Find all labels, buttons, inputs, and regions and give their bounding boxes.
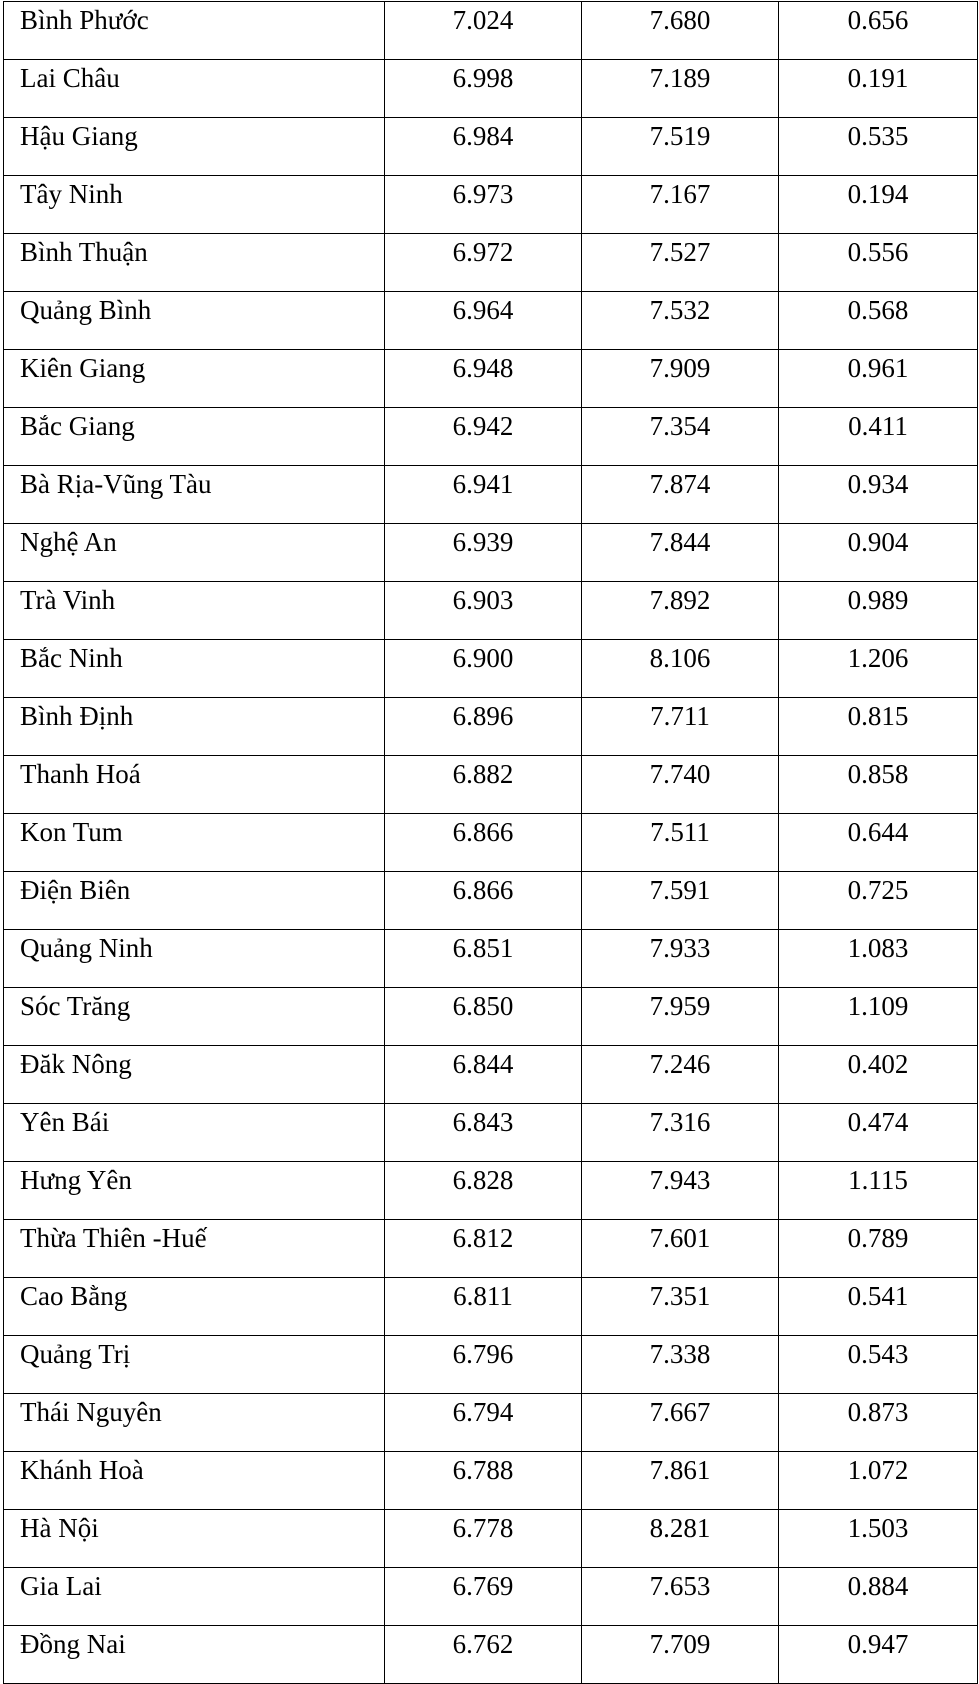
- value-1-cell: 6.903: [385, 582, 582, 640]
- value-3-cell: 1.503: [779, 1510, 978, 1568]
- value-1-cell: 6.973: [385, 176, 582, 234]
- value-2-cell: 7.354: [582, 408, 779, 466]
- value-1-cell: 6.762: [385, 1626, 582, 1684]
- province-name-cell: Đồng Nai: [4, 1626, 385, 1684]
- value-2-cell: 7.959: [582, 988, 779, 1046]
- province-name-cell: Thái Nguyên: [4, 1394, 385, 1452]
- table-row: [4, 640, 978, 698]
- province-name-cell: Bình Phước: [4, 2, 385, 60]
- value-2-cell: 7.519: [582, 118, 779, 176]
- value-2-cell: 7.601: [582, 1220, 779, 1278]
- value-2-cell: 7.532: [582, 292, 779, 350]
- value-1-cell: 6.998: [385, 60, 582, 118]
- value-1-cell: 6.778: [385, 1510, 582, 1568]
- province-data-table: [3, 1, 978, 1684]
- value-2-cell: 7.680: [582, 2, 779, 60]
- province-name-cell: Đăk Nông: [4, 1046, 385, 1104]
- value-3-cell: 0.543: [779, 1336, 978, 1394]
- value-1-cell: 6.941: [385, 466, 582, 524]
- province-name-cell: Bình Định: [4, 698, 385, 756]
- value-3-cell: 0.884: [779, 1568, 978, 1626]
- value-2-cell: 7.511: [582, 814, 779, 872]
- value-2-cell: 7.740: [582, 756, 779, 814]
- province-name-cell: Trà Vinh: [4, 582, 385, 640]
- table-row: [4, 1046, 978, 1104]
- value-2-cell: 7.909: [582, 350, 779, 408]
- value-3-cell: 0.815: [779, 698, 978, 756]
- value-1-cell: 6.811: [385, 1278, 582, 1336]
- table-row: [4, 988, 978, 1046]
- table-row: [4, 234, 978, 292]
- value-1-cell: 6.896: [385, 698, 582, 756]
- value-1-cell: 6.851: [385, 930, 582, 988]
- province-name-cell: Điện Biên: [4, 872, 385, 930]
- province-name-cell: Hà Nội: [4, 1510, 385, 1568]
- value-3-cell: 0.934: [779, 466, 978, 524]
- table-row: [4, 756, 978, 814]
- province-name-cell: Quảng Trị: [4, 1336, 385, 1394]
- value-1-cell: 6.812: [385, 1220, 582, 1278]
- value-1-cell: 6.796: [385, 1336, 582, 1394]
- value-1-cell: 6.984: [385, 118, 582, 176]
- province-name-cell: Quảng Ninh: [4, 930, 385, 988]
- value-3-cell: 0.194: [779, 176, 978, 234]
- value-3-cell: 0.474: [779, 1104, 978, 1162]
- table-row: [4, 1394, 978, 1452]
- value-2-cell: 7.892: [582, 582, 779, 640]
- table-row: [4, 814, 978, 872]
- value-3-cell: 0.725: [779, 872, 978, 930]
- value-1-cell: 6.843: [385, 1104, 582, 1162]
- value-1-cell: 6.844: [385, 1046, 582, 1104]
- value-2-cell: 7.527: [582, 234, 779, 292]
- table-row: [4, 118, 978, 176]
- value-1-cell: 6.882: [385, 756, 582, 814]
- table-row: [4, 1336, 978, 1394]
- value-1-cell: 6.948: [385, 350, 582, 408]
- value-1-cell: 6.828: [385, 1162, 582, 1220]
- value-3-cell: 0.644: [779, 814, 978, 872]
- value-3-cell: 0.568: [779, 292, 978, 350]
- value-2-cell: 8.281: [582, 1510, 779, 1568]
- value-1-cell: 6.972: [385, 234, 582, 292]
- table-row: [4, 1220, 978, 1278]
- table-row: [4, 408, 978, 466]
- value-3-cell: 0.873: [779, 1394, 978, 1452]
- value-3-cell: 0.904: [779, 524, 978, 582]
- table-row: [4, 60, 978, 118]
- value-3-cell: 0.989: [779, 582, 978, 640]
- table-row: [4, 292, 978, 350]
- table-row: [4, 698, 978, 756]
- table-row: [4, 1626, 978, 1684]
- value-3-cell: 1.083: [779, 930, 978, 988]
- province-name-cell: Kiên Giang: [4, 350, 385, 408]
- value-2-cell: 7.338: [582, 1336, 779, 1394]
- value-3-cell: 0.947: [779, 1626, 978, 1684]
- table-row: [4, 1104, 978, 1162]
- table-row: [4, 582, 978, 640]
- value-1-cell: 6.900: [385, 640, 582, 698]
- value-2-cell: 7.933: [582, 930, 779, 988]
- value-1-cell: 7.024: [385, 2, 582, 60]
- table-row: [4, 524, 978, 582]
- value-3-cell: 0.556: [779, 234, 978, 292]
- table-row: [4, 872, 978, 930]
- value-3-cell: 0.191: [779, 60, 978, 118]
- table-row: [4, 466, 978, 524]
- value-2-cell: 7.316: [582, 1104, 779, 1162]
- value-3-cell: 0.961: [779, 350, 978, 408]
- province-name-cell: Bình Thuận: [4, 234, 385, 292]
- value-3-cell: 1.109: [779, 988, 978, 1046]
- value-2-cell: 7.943: [582, 1162, 779, 1220]
- value-3-cell: 1.115: [779, 1162, 978, 1220]
- table-row: [4, 1568, 978, 1626]
- value-2-cell: 7.167: [582, 176, 779, 234]
- value-2-cell: 7.844: [582, 524, 779, 582]
- value-2-cell: 7.351: [582, 1278, 779, 1336]
- table-row: [4, 1162, 978, 1220]
- table-row: [4, 350, 978, 408]
- province-name-cell: Thừa Thiên -Huế: [4, 1220, 385, 1278]
- value-2-cell: 7.861: [582, 1452, 779, 1510]
- value-2-cell: 7.246: [582, 1046, 779, 1104]
- table-row: [4, 1278, 978, 1336]
- value-2-cell: 7.874: [582, 466, 779, 524]
- value-3-cell: 0.789: [779, 1220, 978, 1278]
- province-name-cell: Bà Rịa-Vũng Tàu: [4, 466, 385, 524]
- value-2-cell: 7.189: [582, 60, 779, 118]
- province-name-cell: Nghệ An: [4, 524, 385, 582]
- table-row: [4, 930, 978, 988]
- province-name-cell: Cao Bằng: [4, 1278, 385, 1336]
- value-3-cell: 0.541: [779, 1278, 978, 1336]
- province-name-cell: Thanh Hoá: [4, 756, 385, 814]
- value-3-cell: 1.072: [779, 1452, 978, 1510]
- province-name-cell: Hậu Giang: [4, 118, 385, 176]
- value-2-cell: 7.711: [582, 698, 779, 756]
- value-3-cell: 0.656: [779, 2, 978, 60]
- value-2-cell: 7.653: [582, 1568, 779, 1626]
- province-name-cell: Khánh Hoà: [4, 1452, 385, 1510]
- province-name-cell: Bắc Giang: [4, 408, 385, 466]
- table-row: [4, 1452, 978, 1510]
- province-name-cell: Sóc Trăng: [4, 988, 385, 1046]
- value-1-cell: 6.939: [385, 524, 582, 582]
- value-2-cell: 7.591: [582, 872, 779, 930]
- province-name-cell: Hưng Yên: [4, 1162, 385, 1220]
- table-body: [4, 2, 978, 1684]
- province-name-cell: Quảng Bình: [4, 292, 385, 350]
- province-name-cell: Yên Bái: [4, 1104, 385, 1162]
- province-name-cell: Tây Ninh: [4, 176, 385, 234]
- value-1-cell: 6.788: [385, 1452, 582, 1510]
- value-1-cell: 6.866: [385, 872, 582, 930]
- value-3-cell: 0.411: [779, 408, 978, 466]
- value-1-cell: 6.769: [385, 1568, 582, 1626]
- province-name-cell: Bắc Ninh: [4, 640, 385, 698]
- value-2-cell: 8.106: [582, 640, 779, 698]
- table-row: [4, 2, 978, 60]
- value-1-cell: 6.866: [385, 814, 582, 872]
- table-row: [4, 1510, 978, 1568]
- table-row: [4, 176, 978, 234]
- value-3-cell: 1.206: [779, 640, 978, 698]
- value-1-cell: 6.794: [385, 1394, 582, 1452]
- value-2-cell: 7.667: [582, 1394, 779, 1452]
- province-name-cell: Kon Tum: [4, 814, 385, 872]
- province-name-cell: Gia Lai: [4, 1568, 385, 1626]
- province-name-cell: Lai Châu: [4, 60, 385, 118]
- value-3-cell: 0.535: [779, 118, 978, 176]
- value-1-cell: 6.850: [385, 988, 582, 1046]
- value-1-cell: 6.942: [385, 408, 582, 466]
- value-3-cell: 0.402: [779, 1046, 978, 1104]
- value-1-cell: 6.964: [385, 292, 582, 350]
- value-3-cell: 0.858: [779, 756, 978, 814]
- value-2-cell: 7.709: [582, 1626, 779, 1684]
